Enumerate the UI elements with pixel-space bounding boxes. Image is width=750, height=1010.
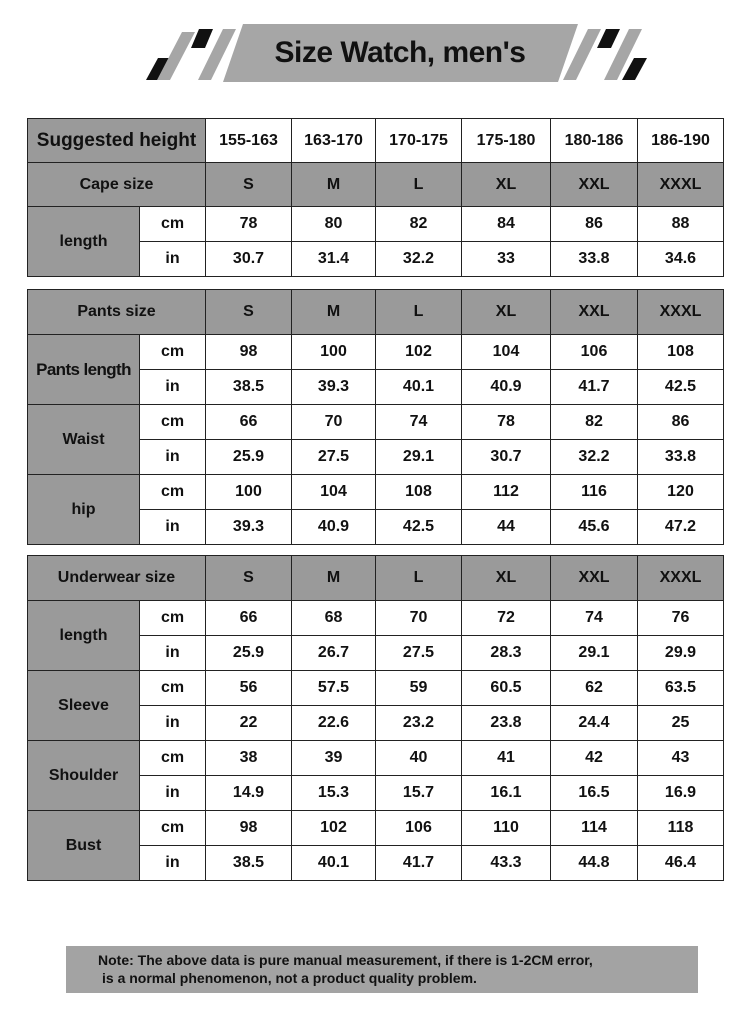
height-cell: 175-180 [462, 119, 551, 163]
value-cell: 40.9 [292, 510, 376, 545]
value-cell: 32.2 [376, 242, 462, 277]
value-cell: 22.6 [292, 706, 376, 741]
value-cell: 42 [551, 741, 638, 776]
value-cell: 82 [376, 207, 462, 242]
measurement-note [66, 946, 698, 993]
size-cell: XXXL [638, 556, 724, 601]
unit-cm-label: cm [140, 811, 206, 846]
value-cell: 29.9 [638, 636, 724, 671]
value-cell: 43.3 [462, 846, 551, 881]
size-cell: M [292, 290, 376, 335]
size-cell: XXXL [638, 290, 724, 335]
size-header-row [28, 556, 724, 601]
value-cell: 59 [376, 671, 462, 706]
size-cell: L [376, 290, 462, 335]
value-cell: 80 [292, 207, 376, 242]
value-cell: 23.2 [376, 706, 462, 741]
unit-in-label: in [140, 846, 206, 881]
value-cell: 72 [462, 601, 551, 636]
value-cell: 15.3 [292, 776, 376, 811]
value-cell: 82 [551, 405, 638, 440]
height-cell: 155-163 [206, 119, 292, 163]
stripe-left-3 [191, 29, 213, 48]
table-row [28, 475, 724, 510]
value-cell: 118 [638, 811, 724, 846]
value-cell: 47.2 [638, 510, 724, 545]
value-cell: 33.8 [551, 242, 638, 277]
size-cell: L [376, 556, 462, 601]
value-cell: 42.5 [638, 370, 724, 405]
unit-in-label: in [140, 242, 206, 277]
value-cell: 86 [551, 207, 638, 242]
unit-cm-label: cm [140, 671, 206, 706]
value-cell: 114 [551, 811, 638, 846]
suggested-height-label: Suggested height [28, 119, 206, 163]
size-cell: L [376, 163, 462, 207]
unit-cm-label: cm [140, 335, 206, 370]
size-cell: XXXL [638, 163, 724, 207]
cape-size-table [27, 118, 724, 277]
stripe-right-2 [597, 29, 620, 48]
value-cell: 44.8 [551, 846, 638, 881]
page-title: Size Watch, men's [274, 36, 526, 69]
pants-size-label: Pants size [28, 290, 206, 335]
value-cell: 16.9 [638, 776, 724, 811]
value-cell: 98 [206, 335, 292, 370]
value-cell: 78 [206, 207, 292, 242]
value-cell: 27.5 [376, 636, 462, 671]
value-cell: 104 [292, 475, 376, 510]
size-header-row [28, 290, 724, 335]
value-cell: 34.6 [638, 242, 724, 277]
height-cell: 186-190 [638, 119, 724, 163]
value-cell: 43 [638, 741, 724, 776]
value-cell: 41.7 [551, 370, 638, 405]
note-line-2: is a normal phenomenon, not a product quality problem. [102, 970, 477, 986]
value-cell: 70 [292, 405, 376, 440]
measure-label: Shoulder [28, 741, 140, 811]
value-cell: 66 [206, 405, 292, 440]
value-cell: 39.3 [206, 510, 292, 545]
value-cell: 88 [638, 207, 724, 242]
measure-label: Bust [28, 811, 140, 881]
unit-cm-label: cm [140, 207, 206, 242]
value-cell: 104 [462, 335, 551, 370]
value-cell: 41 [462, 741, 551, 776]
size-cell: XXL [551, 163, 638, 207]
unit-cm-label: cm [140, 601, 206, 636]
table-row [28, 741, 724, 776]
measure-label: Waist [28, 405, 140, 475]
value-cell: 38 [206, 741, 292, 776]
unit-cm-label: cm [140, 741, 206, 776]
value-cell: 74 [551, 601, 638, 636]
value-cell: 31.4 [292, 242, 376, 277]
value-cell: 76 [638, 601, 724, 636]
value-cell: 84 [462, 207, 551, 242]
value-cell: 42.5 [376, 510, 462, 545]
value-cell: 33.8 [638, 440, 724, 475]
value-cell: 63.5 [638, 671, 724, 706]
unit-in-label: in [140, 706, 206, 741]
size-cell: M [292, 163, 376, 207]
height-cell: 170-175 [376, 119, 462, 163]
height-cell: 163-170 [292, 119, 376, 163]
value-cell: 108 [376, 475, 462, 510]
value-cell: 30.7 [462, 440, 551, 475]
value-cell: 102 [292, 811, 376, 846]
size-header-row [28, 163, 724, 207]
value-cell: 56 [206, 671, 292, 706]
value-cell: 26.7 [292, 636, 376, 671]
size-cell: M [292, 556, 376, 601]
value-cell: 16.5 [551, 776, 638, 811]
size-cell: XL [462, 163, 551, 207]
value-cell: 116 [551, 475, 638, 510]
value-cell: 46.4 [638, 846, 724, 881]
unit-in-label: in [140, 440, 206, 475]
value-cell: 74 [376, 405, 462, 440]
value-cell: 108 [638, 335, 724, 370]
table-row [28, 671, 724, 706]
height-cell: 180-186 [551, 119, 638, 163]
unit-in-label: in [140, 776, 206, 811]
table-row [28, 405, 724, 440]
stripe-left-2 [157, 32, 195, 80]
value-cell: 33 [462, 242, 551, 277]
table-row [28, 335, 724, 370]
size-cell: XXL [551, 290, 638, 335]
value-cell: 100 [206, 475, 292, 510]
value-cell: 32.2 [551, 440, 638, 475]
value-cell: 27.5 [292, 440, 376, 475]
value-cell: 40.1 [376, 370, 462, 405]
value-cell: 57.5 [292, 671, 376, 706]
unit-in-label: in [140, 510, 206, 545]
value-cell: 106 [551, 335, 638, 370]
value-cell: 39 [292, 741, 376, 776]
table-row [28, 811, 724, 846]
measure-label: length [28, 207, 140, 277]
value-cell: 110 [462, 811, 551, 846]
note-line-1: Note: The above data is pure manual measurement, if there is 1-2CM error, [98, 952, 593, 968]
table-row [28, 601, 724, 636]
value-cell: 44 [462, 510, 551, 545]
value-cell: 39.3 [292, 370, 376, 405]
table-row [28, 207, 724, 242]
size-cell: S [206, 556, 292, 601]
value-cell: 86 [638, 405, 724, 440]
underwear-size-table [27, 555, 724, 881]
measure-label: Sleeve [28, 671, 140, 741]
value-cell: 98 [206, 811, 292, 846]
value-cell: 25.9 [206, 636, 292, 671]
value-cell: 30.7 [206, 242, 292, 277]
value-cell: 40 [376, 741, 462, 776]
unit-in-label: in [140, 636, 206, 671]
unit-in-label: in [140, 370, 206, 405]
value-cell: 15.7 [376, 776, 462, 811]
value-cell: 16.1 [462, 776, 551, 811]
size-cell: XL [462, 290, 551, 335]
cape-size-label: Cape size [28, 163, 206, 207]
size-cell: S [206, 290, 292, 335]
value-cell: 14.9 [206, 776, 292, 811]
value-cell: 62 [551, 671, 638, 706]
measure-label: Pants length [28, 335, 140, 405]
value-cell: 66 [206, 601, 292, 636]
value-cell: 24.4 [551, 706, 638, 741]
value-cell: 25.9 [206, 440, 292, 475]
size-cell: S [206, 163, 292, 207]
value-cell: 38.5 [206, 846, 292, 881]
value-cell: 41.7 [376, 846, 462, 881]
value-cell: 120 [638, 475, 724, 510]
pants-size-table [27, 289, 724, 545]
value-cell: 38.5 [206, 370, 292, 405]
value-cell: 100 [292, 335, 376, 370]
value-cell: 29.1 [551, 636, 638, 671]
value-cell: 70 [376, 601, 462, 636]
value-cell: 29.1 [376, 440, 462, 475]
value-cell: 78 [462, 405, 551, 440]
underwear-size-label: Underwear size [28, 556, 206, 601]
value-cell: 40.1 [292, 846, 376, 881]
value-cell: 23.8 [462, 706, 551, 741]
value-cell: 25 [638, 706, 724, 741]
unit-cm-label: cm [140, 475, 206, 510]
value-cell: 112 [462, 475, 551, 510]
value-cell: 22 [206, 706, 292, 741]
value-cell: 106 [376, 811, 462, 846]
measure-label: length [28, 601, 140, 671]
value-cell: 102 [376, 335, 462, 370]
value-cell: 68 [292, 601, 376, 636]
value-cell: 28.3 [462, 636, 551, 671]
value-cell: 45.6 [551, 510, 638, 545]
measure-label: hip [28, 475, 140, 545]
unit-cm-label: cm [140, 405, 206, 440]
value-cell: 40.9 [462, 370, 551, 405]
size-cell: XXL [551, 556, 638, 601]
height-row [28, 119, 724, 163]
value-cell: 60.5 [462, 671, 551, 706]
size-cell: XL [462, 556, 551, 601]
